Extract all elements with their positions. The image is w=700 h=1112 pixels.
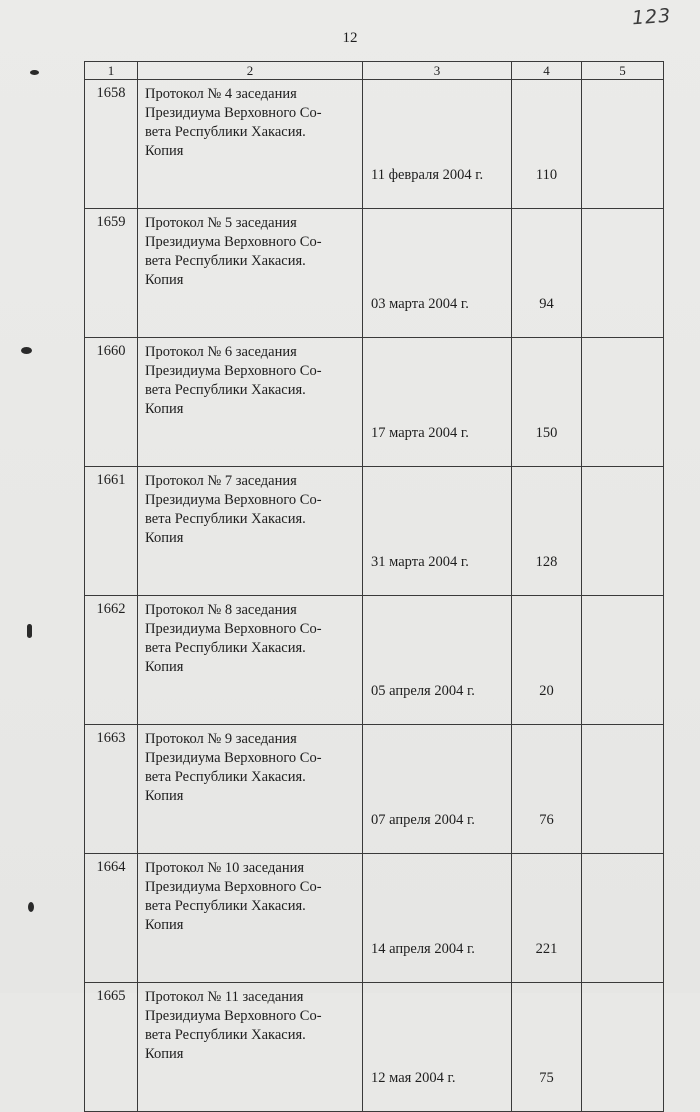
item-date: 11 февраля 2004 г. bbox=[363, 80, 512, 209]
item-title-line: вета Республики Хакасия. bbox=[145, 640, 306, 656]
item-title-line: вета Республики Хакасия. bbox=[145, 898, 306, 914]
item-title-line: Копия bbox=[145, 401, 184, 417]
column-header: 3 bbox=[363, 62, 512, 80]
inventory-table bbox=[84, 61, 664, 1112]
item-title bbox=[138, 209, 363, 338]
item-title-line: Протокол № 7 заседания bbox=[145, 473, 297, 489]
item-pages: 128 bbox=[512, 467, 582, 596]
item-pages: 76 bbox=[512, 725, 582, 854]
item-note bbox=[582, 596, 664, 725]
item-number: 1663 bbox=[85, 725, 138, 854]
item-title-line: Протокол № 5 заседания bbox=[145, 215, 297, 231]
table-row bbox=[85, 596, 664, 725]
item-number: 1659 bbox=[85, 209, 138, 338]
item-date: 17 марта 2004 г. bbox=[363, 338, 512, 467]
item-title-line: Копия bbox=[145, 1046, 184, 1062]
item-title-line: Президиума Верховного Со- bbox=[145, 105, 322, 121]
item-number: 1660 bbox=[85, 338, 138, 467]
item-number: 1662 bbox=[85, 596, 138, 725]
table-row bbox=[85, 80, 664, 209]
item-title-line: Протокол № 8 заседания bbox=[145, 602, 297, 618]
item-number: 1664 bbox=[85, 854, 138, 983]
item-pages: 94 bbox=[512, 209, 582, 338]
item-title-line: вета Республики Хакасия. bbox=[145, 124, 306, 140]
item-title-line: Протокол № 4 заседания bbox=[145, 86, 297, 102]
page-number: 12 bbox=[342, 30, 358, 46]
item-date: 07 апреля 2004 г. bbox=[363, 725, 512, 854]
column-header: 5 bbox=[582, 62, 664, 80]
item-title-line: Копия bbox=[145, 530, 184, 546]
item-title-line: Копия bbox=[145, 788, 184, 804]
item-title bbox=[138, 467, 363, 596]
item-pages: 75 bbox=[512, 983, 582, 1112]
item-date: 12 мая 2004 г. bbox=[363, 983, 512, 1112]
item-number: 1658 bbox=[85, 80, 138, 209]
item-date: 14 апреля 2004 г. bbox=[363, 854, 512, 983]
item-title-line: вета Республики Хакасия. bbox=[145, 769, 306, 785]
item-note bbox=[582, 854, 664, 983]
column-header: 1 bbox=[85, 62, 138, 80]
column-number-row bbox=[85, 62, 664, 80]
column-header: 4 bbox=[512, 62, 582, 80]
item-title bbox=[138, 596, 363, 725]
item-title-line: Протокол № 10 заседания bbox=[145, 860, 305, 876]
item-title-line: Копия bbox=[145, 272, 184, 288]
item-title bbox=[138, 338, 363, 467]
binder-mark-icon bbox=[27, 624, 32, 638]
item-title-line: Президиума Верховного Со- bbox=[145, 621, 322, 637]
binder-mark-icon bbox=[28, 902, 34, 912]
item-note bbox=[582, 209, 664, 338]
item-note bbox=[582, 80, 664, 209]
item-title bbox=[138, 725, 363, 854]
item-title-line: вета Республики Хакасия. bbox=[145, 253, 306, 269]
item-title bbox=[138, 854, 363, 983]
item-title-line: Президиума Верховного Со- bbox=[145, 1008, 322, 1024]
item-note bbox=[582, 467, 664, 596]
item-title-line: Копия bbox=[145, 659, 184, 675]
item-note bbox=[582, 725, 664, 854]
item-pages: 20 bbox=[512, 596, 582, 725]
item-title-line: вета Республики Хакасия. bbox=[145, 511, 306, 527]
item-pages: 150 bbox=[512, 338, 582, 467]
item-pages: 110 bbox=[512, 80, 582, 209]
item-title-line: Протокол № 11 заседания bbox=[145, 989, 304, 1005]
item-title bbox=[138, 983, 363, 1112]
item-date: 03 марта 2004 г. bbox=[363, 209, 512, 338]
item-note bbox=[582, 983, 664, 1112]
binder-mark-icon bbox=[30, 70, 39, 75]
item-title-line: Протокол № 6 заседания bbox=[145, 344, 297, 360]
column-header: 2 bbox=[138, 62, 363, 80]
table-row bbox=[85, 209, 664, 338]
item-date: 05 апреля 2004 г. bbox=[363, 596, 512, 725]
item-title-line: Президиума Верховного Со- bbox=[145, 492, 322, 508]
item-number: 1661 bbox=[85, 467, 138, 596]
item-title-line: Копия bbox=[145, 143, 184, 159]
item-title-line: Президиума Верховного Со- bbox=[145, 750, 322, 766]
table-row bbox=[85, 725, 664, 854]
item-title-line: Копия bbox=[145, 917, 184, 933]
item-title-line: Президиума Верховного Со- bbox=[145, 879, 322, 895]
item-title-line: Президиума Верховного Со- bbox=[145, 234, 322, 250]
archive-sheet-number: 123 bbox=[631, 4, 672, 30]
item-title-line: вета Республики Хакасия. bbox=[145, 1027, 306, 1043]
table-row bbox=[85, 983, 664, 1112]
table-row bbox=[85, 338, 664, 467]
binder-mark-icon bbox=[21, 347, 32, 354]
item-note bbox=[582, 338, 664, 467]
item-title bbox=[138, 80, 363, 209]
table-row bbox=[85, 854, 664, 983]
item-title-line: Президиума Верховного Со- bbox=[145, 363, 322, 379]
item-number: 1665 bbox=[85, 983, 138, 1112]
item-pages: 221 bbox=[512, 854, 582, 983]
item-title-line: вета Республики Хакасия. bbox=[145, 382, 306, 398]
table-row bbox=[85, 467, 664, 596]
item-title-line: Протокол № 9 заседания bbox=[145, 731, 297, 747]
item-date: 31 марта 2004 г. bbox=[363, 467, 512, 596]
